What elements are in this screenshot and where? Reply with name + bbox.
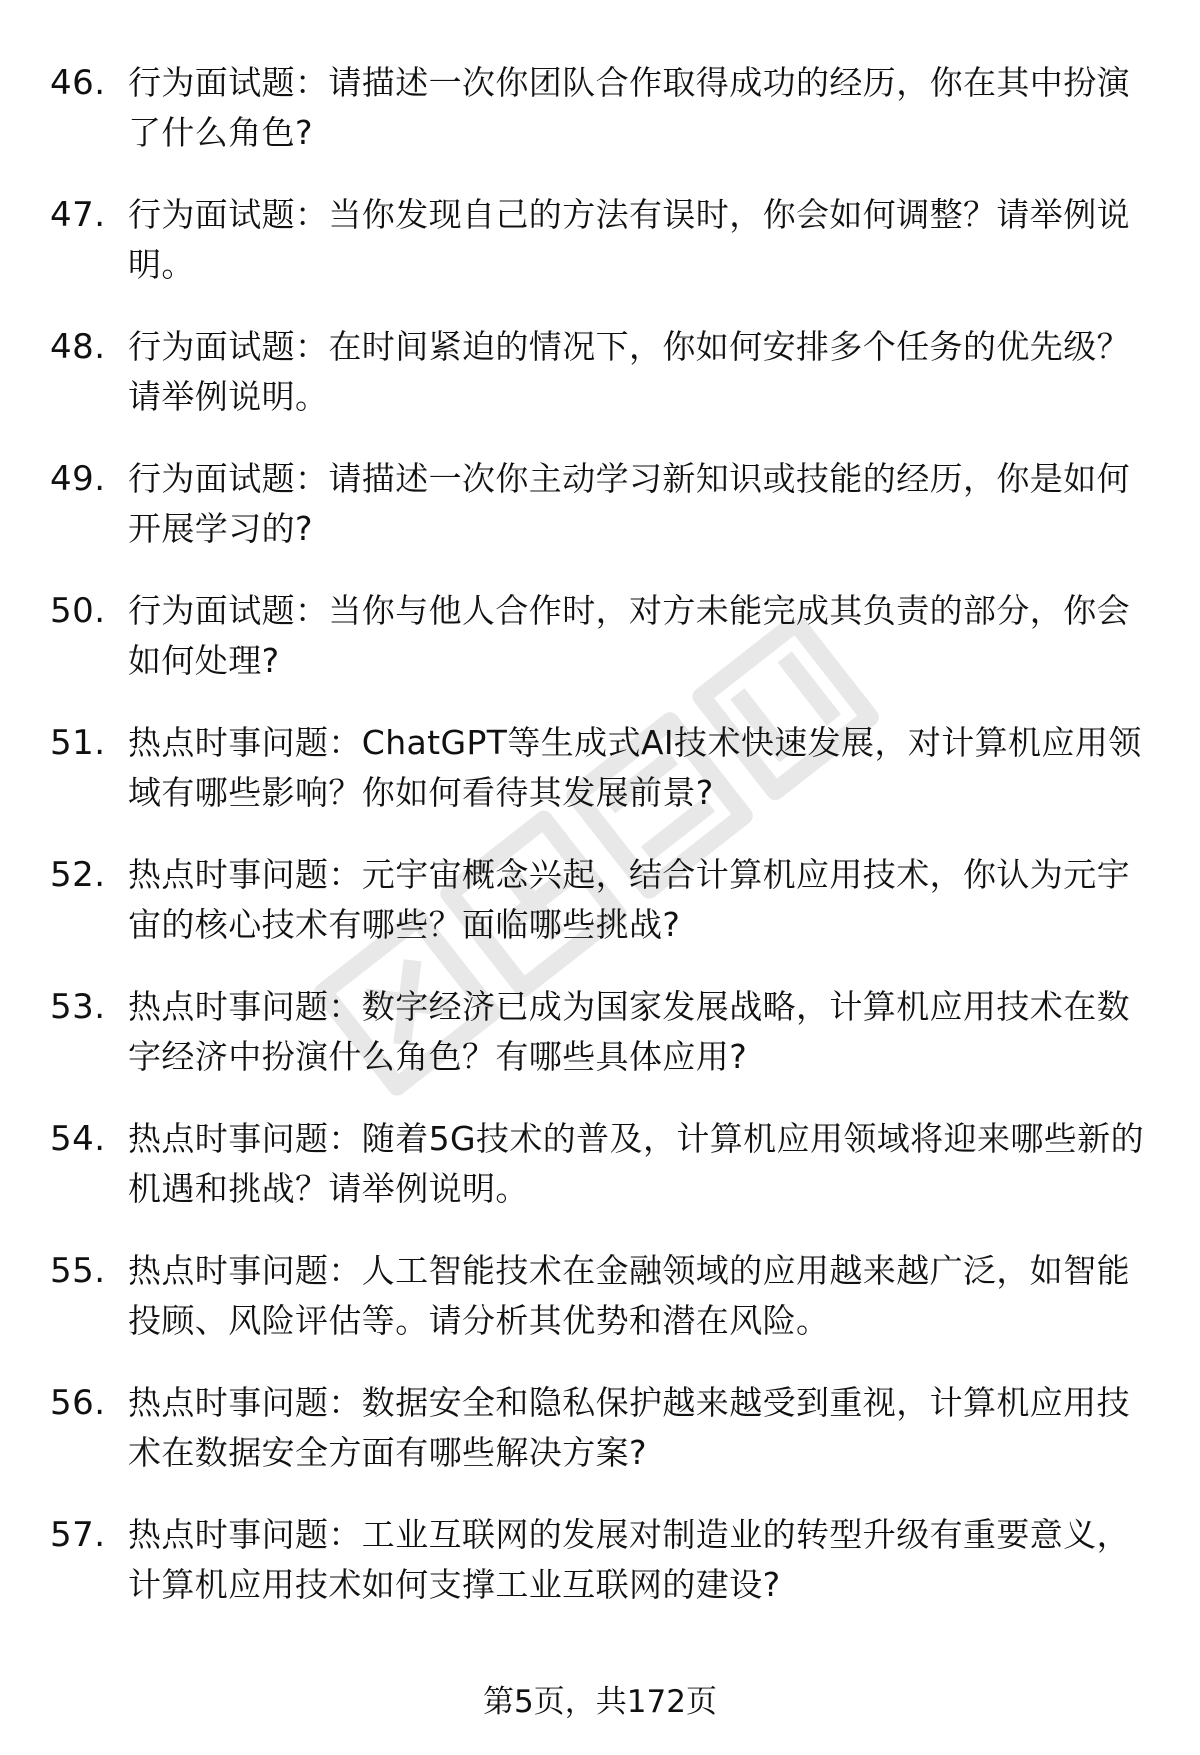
question-text: 热点时事问题：人工智能技术在金融领域的应用越来越广泛，如智能投顾、风险评估等。请分析其优势和潜在风险。 [128, 1251, 1130, 1340]
question-item [50, 718, 1160, 850]
question-text: 热点时事问题：ChatGPT等生成式AI技术快速发展，对计算机应用领域有哪些影响？你如何看待其发展前景? [128, 723, 1142, 812]
question-text: 行为面试题：请描述一次你主动学习新知识或技能的经历，你是如何开展学习的? [128, 459, 1130, 548]
question-item [50, 1114, 1160, 1246]
question-number: 47. [50, 195, 106, 235]
question-item [50, 322, 1160, 454]
question-text: 行为面试题：在时间紧迫的情况下，你如何安排多个任务的优先级？请举例说明。 [128, 327, 1130, 416]
question-text: 热点时事问题：数据安全和隐私保护越来越受到重视，计算机应用技术在数据安全方面有哪些解决方案? [128, 1383, 1130, 1472]
question-number: 57. [50, 1515, 106, 1555]
question-number: 50. [50, 591, 106, 631]
question-text: 行为面试题：当你与他人合作时，对方未能完成其负责的部分，你会如何处理? [128, 591, 1130, 680]
question-text: 热点时事问题：随着5G技术的普及，计算机应用领域将迎来哪些新的机遇和挑战？请举例说明。 [128, 1119, 1144, 1208]
question-list [50, 58, 1160, 1642]
question-item [50, 1246, 1160, 1378]
question-number: 46. [50, 63, 106, 103]
question-item [50, 1378, 1160, 1510]
question-number: 55. [50, 1251, 106, 1291]
question-number: 53. [50, 987, 106, 1027]
page-footer: 第5页，共172页 [483, 1684, 717, 1720]
question-item [50, 454, 1160, 586]
question-text: 热点时事问题：工业互联网的发展对制造业的转型升级有重要意义，计算机应用技术如何支撑工业互联网的建设? [128, 1515, 1130, 1604]
question-number: 52. [50, 855, 106, 895]
question-item [50, 58, 1160, 190]
question-item [50, 982, 1160, 1114]
question-item [50, 850, 1160, 982]
question-text: 行为面试题：当你发现自己的方法有误时，你会如何调整？请举例说明。 [128, 195, 1130, 284]
question-number: 51. [50, 723, 106, 763]
question-number: 49. [50, 459, 106, 499]
question-number: 54. [50, 1119, 106, 1159]
question-item [50, 190, 1160, 322]
question-number: 56. [50, 1383, 106, 1423]
question-item [50, 1510, 1160, 1642]
question-item [50, 586, 1160, 718]
question-text: 行为面试题：请描述一次你团队合作取得成功的经历，你在其中扮演了什么角色? [128, 63, 1130, 152]
question-number: 48. [50, 327, 106, 367]
question-text: 热点时事问题：数字经济已成为国家发展战略，计算机应用技术在数字经济中扮演什么角色？有哪些具体应用? [128, 987, 1130, 1076]
question-text: 热点时事问题：元宇宙概念兴起，结合计算机应用技术，你认为元宇宙的核心技术有哪些？面临哪些挑战? [128, 855, 1130, 944]
